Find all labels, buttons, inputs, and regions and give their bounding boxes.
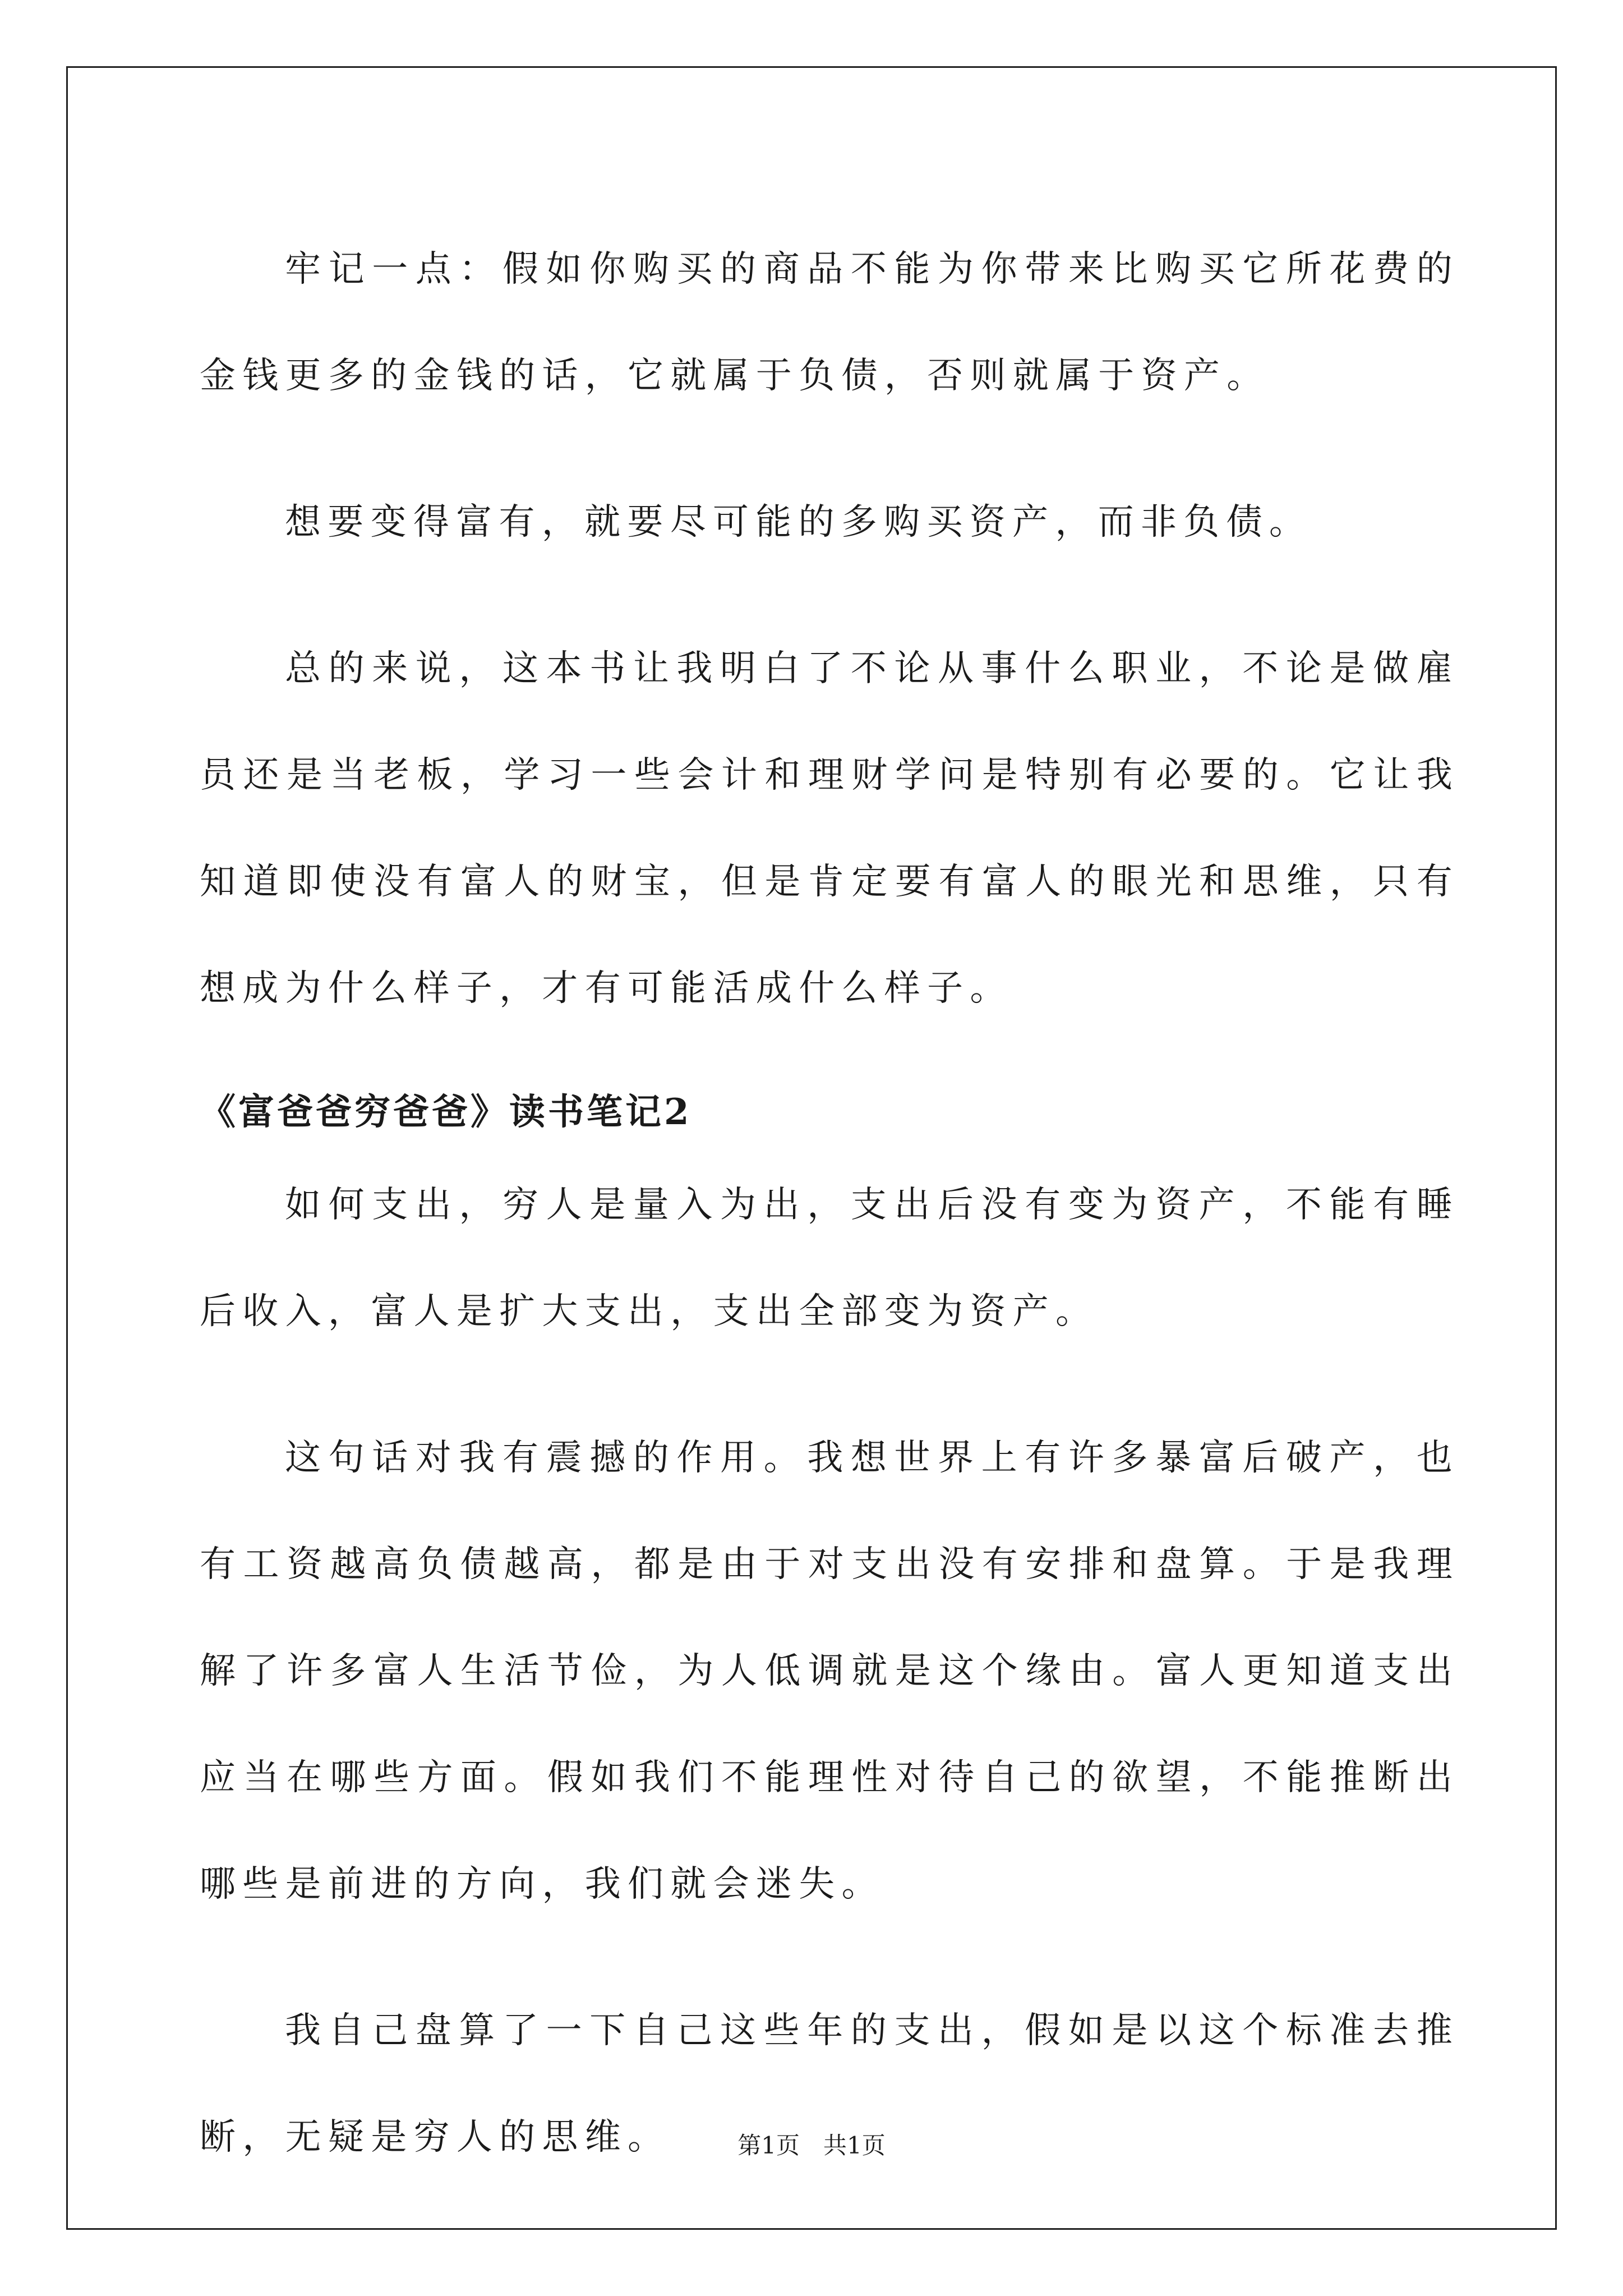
- document-body: [200, 216, 1459, 2230]
- paragraph: 我自己盘算了一下自己这些年的支出，假如是以这个标准去推断，无疑是穷人的思维。: [200, 2010, 1459, 2158]
- paragraph: 如何支出，穷人是量入为出，支出后没有变为资产，不能有睡后收入，富人是扩大支出，支出全部变为资产。: [200, 1184, 1459, 1332]
- paragraph: 这句话对我有震撼的作用。我想世界上有许多暴富后破产，也有工资越高负债越高，都是由于对支出没有安排和盘算。于是我理解了许多富人生活节俭，为人低调就是这个缘由。富人更知道支出应当在哪些方面。假如我们不能理性对待自己的欲望，不能推断出哪些是前进的方向，我们就会迷失。: [200, 1437, 1459, 1905]
- paragraph: 总的来说，这本书让我明白了不论从事什么职业，不论是做雇员还是当老板，学习一些会计和理财学问是特别有必要的。它让我知道即使没有富人的财宝，但是肯定要有富人的眼光和思维，只有想成为什么样子，才有可能活成什么样子。: [200, 648, 1459, 1009]
- section-title: 《富爸爸穷爸爸》读书笔记2: [200, 1091, 692, 1133]
- page-number-footer: 第1页 共1页: [737, 2132, 886, 2159]
- paragraph: 想要变得富有，就要尽可能的多购买资产，而非负债。: [285, 501, 1312, 543]
- paragraph: 牢记一点：假如你购买的商品不能为你带来比购买它所花费的金钱更多的金钱的话，它就属于负债，否则就属于资产。: [200, 249, 1459, 397]
